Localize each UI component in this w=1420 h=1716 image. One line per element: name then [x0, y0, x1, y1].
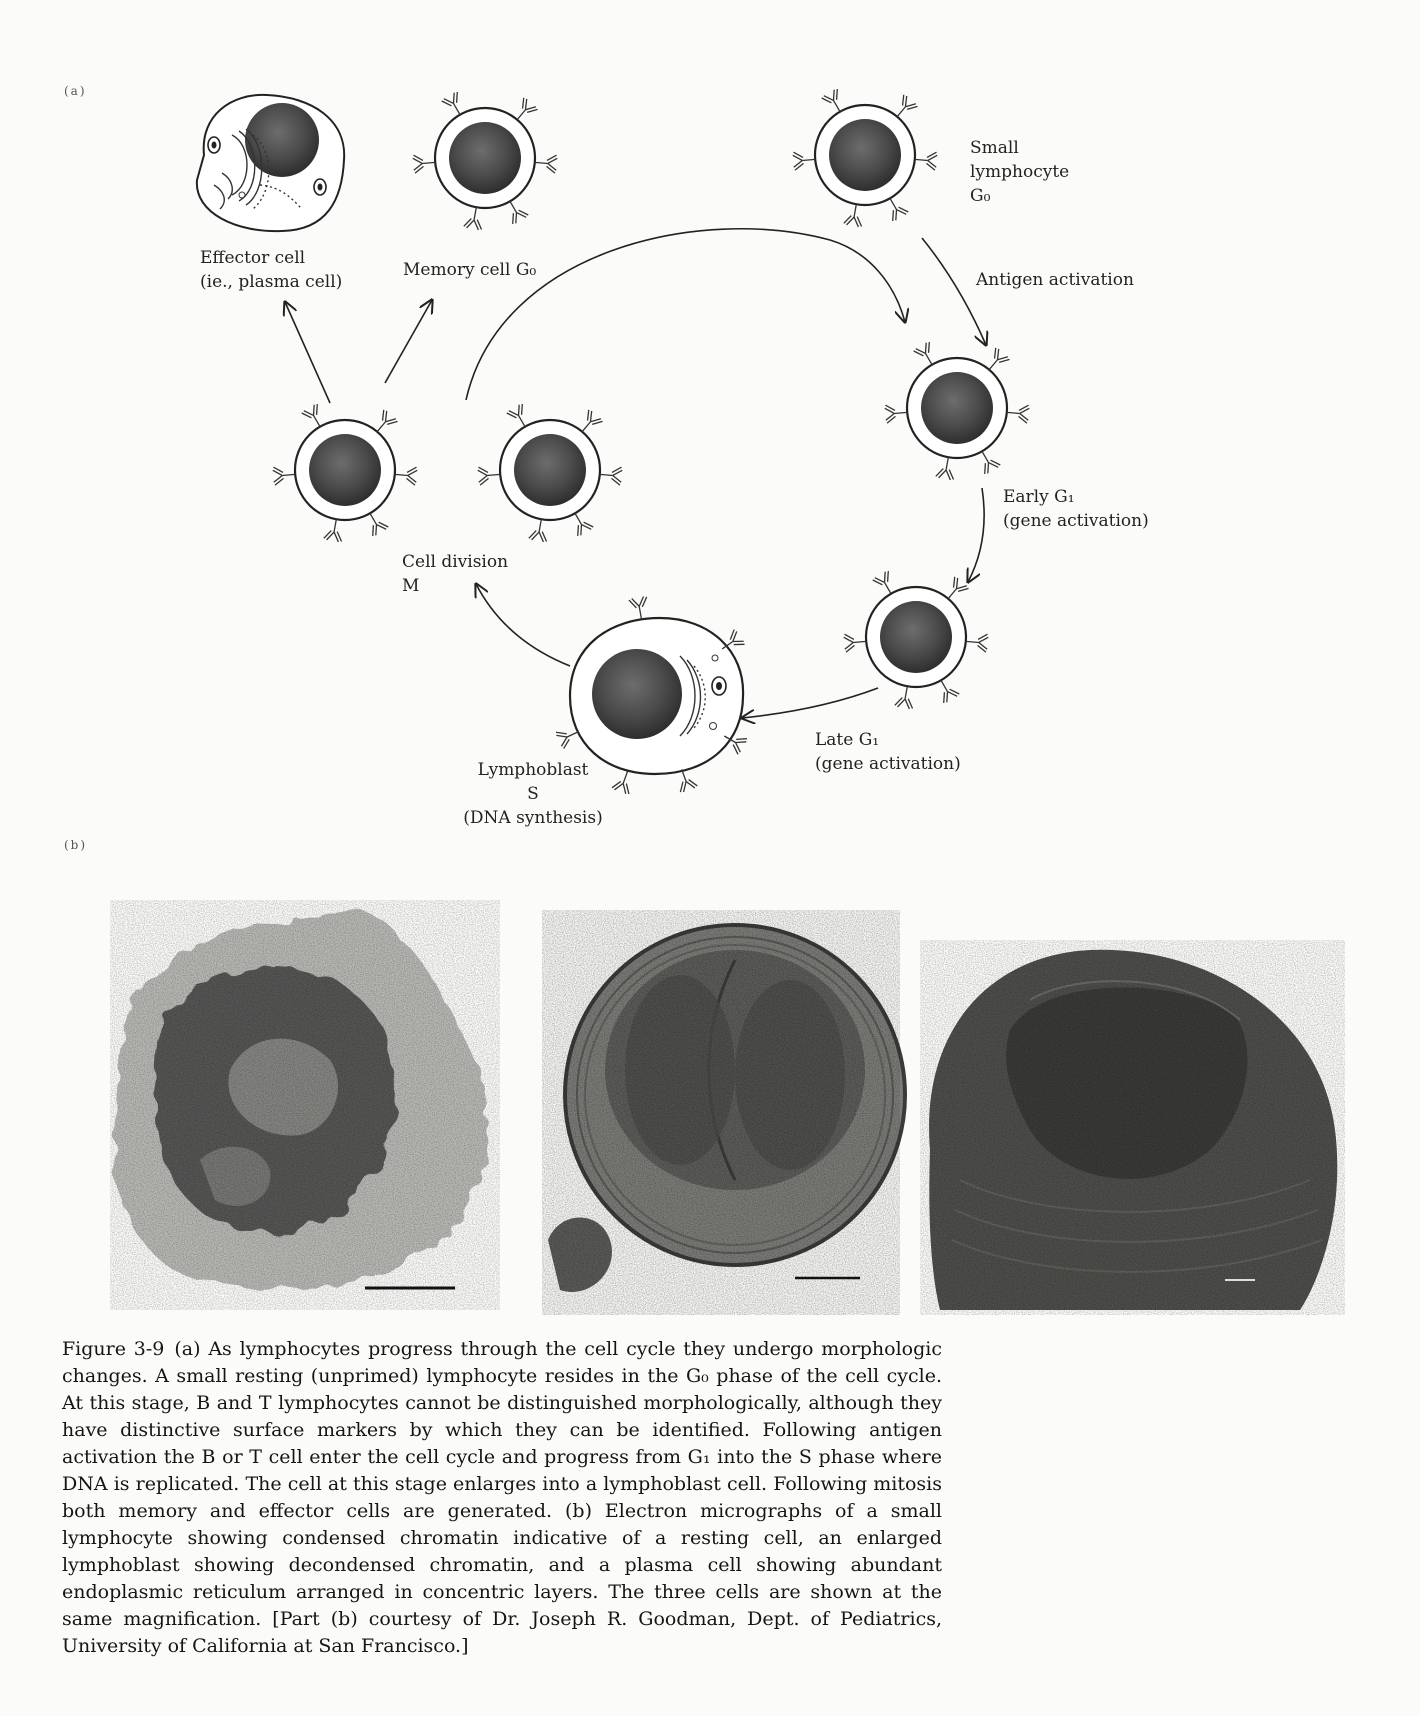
- caption-text: (a) As lymphocytes progress through the cell cycle they undergo morphologic changes. A small resting (unprimed) lymphocyte resides in the G₀ phase of the cell cycle. At this stage, B and T lymphocytes cannot be distinguished morphologically, although they have distinctive surface markers by which they can be identified. Following antigen activation the B or T cell enter the cell cycle and progress from G₁ into the S phase where DNA is replicated. The cell at this stage enlarges into a lymphoblast cell. Following mitosis both memory and effector cells are generated. (b) Electron micrographs of a small lymphocyte showing condensed chromatin indicative of a resting cell, an enlarged lymphoblast showing decondensed chromatin, and a plasma cell showing abundant endoplasmic reticulum arranged in concentric layers. The three cells are shown at the same magnification. [Part (b) courtesy of Dr. Joseph R. Goodman, Dept. of Pediatrics, University of California at San Francisco.]: [62, 1338, 943, 1657]
- dividing-cell-left-drawing: [272, 403, 417, 542]
- label-early-g1: Early G₁ (gene activation): [1003, 487, 1149, 531]
- micrograph-plasma-cell: [920, 940, 1345, 1315]
- label-antigen-activation: Antigen activation: [976, 270, 1134, 290]
- label-late-g1: Late G₁ (gene activation): [815, 730, 961, 774]
- label-small-lymphocyte: Small lymphocyte G₀: [970, 138, 1070, 206]
- panel-label-a: (a): [64, 84, 87, 98]
- micrograph-small-lymphocyte: [110, 900, 500, 1310]
- cell-cycle-diagram: [0, 0, 1420, 840]
- effector-cell-drawing: [197, 95, 344, 231]
- late-g1-cell-drawing: [843, 570, 988, 709]
- arrow-to-effector: [285, 302, 330, 403]
- figure-number: Figure 3-9: [62, 1338, 165, 1360]
- micrograph-lymphoblast: [542, 910, 905, 1315]
- label-effector-cell: Effector cell (ie., plasma cell): [200, 248, 343, 292]
- panel-label-b: (b): [64, 838, 88, 852]
- arrow-early-to-late: [968, 488, 984, 582]
- label-memory-cell: Memory cell G₀: [403, 260, 537, 280]
- dividing-cell-right-drawing: [477, 403, 622, 542]
- figure-caption: [62, 1336, 942, 1660]
- electron-micrographs: [0, 880, 1420, 1340]
- arrow-memory-return: [466, 229, 905, 400]
- early-g1-cell-drawing: [884, 341, 1029, 480]
- memory-cell-drawing: [412, 91, 557, 230]
- arrow-late-to-lymphoblast: [742, 688, 878, 718]
- arrow-to-memory: [385, 300, 432, 383]
- small-lymphocyte-drawing: [792, 88, 937, 227]
- label-cell-division: Cell division M: [402, 552, 509, 596]
- label-lymphoblast: Lymphoblast S (DNA synthesis): [463, 760, 603, 828]
